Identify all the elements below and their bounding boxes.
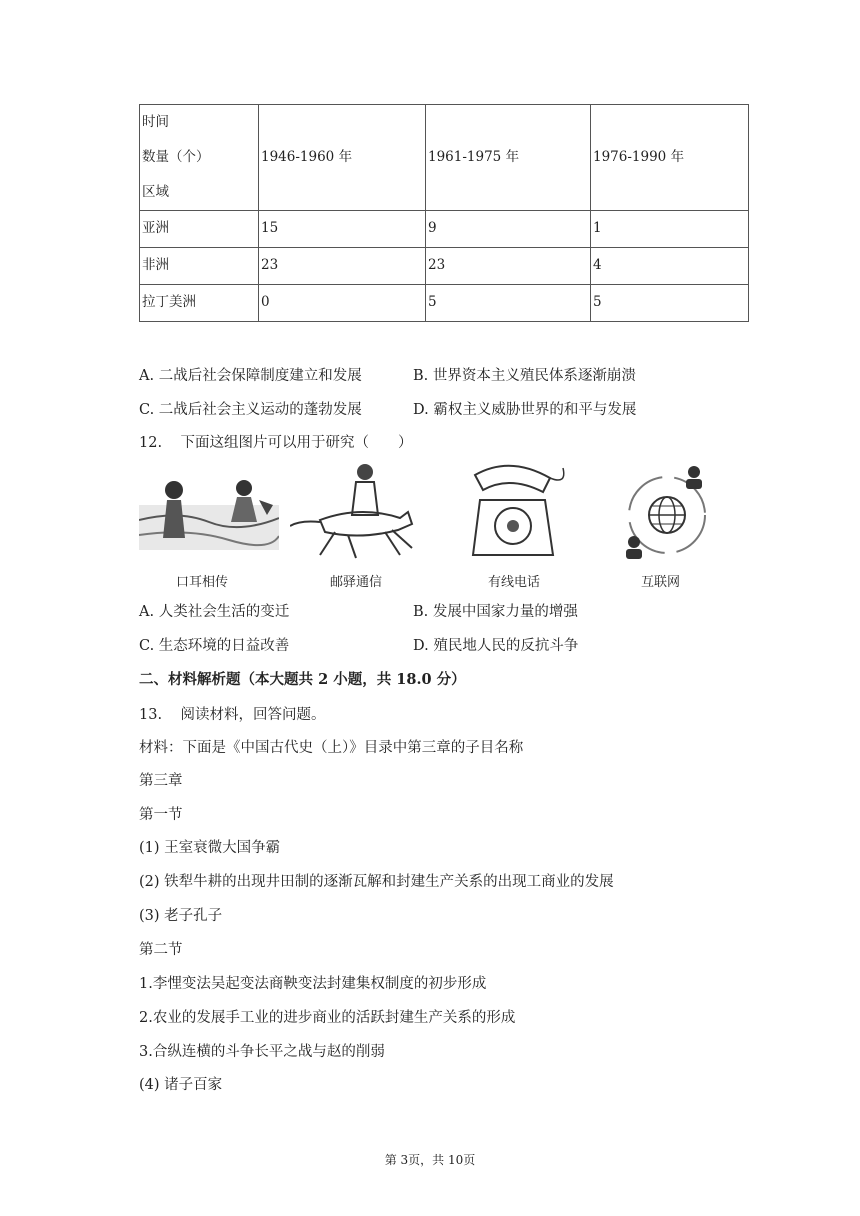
value-cell: 15: [259, 211, 426, 248]
question-number: 12.: [139, 435, 163, 451]
q13-stem: [139, 703, 326, 724]
value-cell: 23: [426, 248, 591, 285]
oral-tradition-illustration: [139, 460, 279, 565]
material-line: (4) 诸子百家: [139, 1077, 223, 1093]
material-line: (2) 铁犁牛耕的出现井田制的逐渐瓦解和封建生产关系的出现工商业的发展: [139, 874, 614, 890]
header-period: 1946-1960 年: [259, 105, 426, 211]
value-cell: 4: [591, 248, 749, 285]
page-footer: 第 3页，共 10页: [384, 1153, 476, 1167]
q11-option-d: D. 霸权主义威胁世界的和平与发展: [413, 402, 637, 418]
q12-option-b: B. 发展中国家力量的增强: [413, 604, 578, 620]
caption-oral: 口耳相传: [176, 575, 229, 590]
q11-option-c: C. 二战后社会主义运动的蓬勃发展: [139, 402, 362, 418]
q12-option-d: D. 殖民地人民的反抗斗争: [413, 638, 579, 654]
material-line: 第一节: [139, 807, 183, 823]
header-label-time: 时间: [142, 114, 169, 130]
caption-telephone: 有线电话: [488, 575, 541, 590]
question-number: 13.: [139, 707, 163, 723]
region-cell: 亚洲: [140, 211, 259, 248]
caption-postal: 邮驿通信: [330, 575, 383, 590]
statistics-table: [139, 104, 749, 322]
material-line: 第二节: [139, 942, 183, 958]
material-line: (1) 王室衰微大国争霸: [139, 840, 281, 856]
table-row: [140, 211, 749, 248]
region-cell: 拉丁美洲: [140, 285, 259, 322]
postal-horse-rider-illustration: [290, 460, 430, 565]
header-diagonal-cell: [140, 105, 259, 211]
header-period: 1976-1990 年: [591, 105, 749, 211]
table-row: [140, 248, 749, 285]
value-cell: 9: [426, 211, 591, 248]
material-line: 材料：下面是《中国古代史（上）》目录中第三章的子目名称: [139, 740, 524, 756]
material-line: 第三章: [139, 773, 183, 789]
material-line: 3.合纵连横的斗争长平之战与赵的削弱: [139, 1044, 385, 1060]
q11-option-a: A. 二战后社会保障制度建立和发展: [139, 368, 362, 384]
value-cell: 5: [426, 285, 591, 322]
table-header-row: [140, 105, 749, 211]
wired-telephone-illustration: [455, 460, 575, 565]
internet-globe-illustration: [612, 460, 722, 565]
material-line: 2.农业的发展手工业的进步商业的活跃封建生产关系的形成: [139, 1010, 516, 1026]
material-line: 1.李悝变法吴起变法商鞅变法封建集权制度的初步形成: [139, 976, 487, 992]
question-text: 下面这组图片可以用于研究（ ）: [180, 435, 413, 451]
q12-option-a: A. 人类社会生活的变迁: [139, 604, 290, 620]
caption-internet: 互联网: [641, 575, 681, 590]
q12-stem: [139, 431, 413, 452]
header-period: 1961-1975 年: [426, 105, 591, 211]
region-cell: 非洲: [140, 248, 259, 285]
q11-option-b: B. 世界资本主义殖民体系逐渐崩溃: [413, 368, 636, 384]
header-label-count: 数量（个）: [142, 149, 210, 165]
value-cell: 23: [259, 248, 426, 285]
q12-option-c: C. 生态环境的日益改善: [139, 638, 290, 654]
value-cell: 0: [259, 285, 426, 322]
value-cell: 1: [591, 211, 749, 248]
table-row: [140, 285, 749, 322]
question-text: 阅读材料，回答问题。: [180, 707, 326, 723]
header-label-region: 区域: [142, 184, 169, 200]
material-line: (3) 老子孔子: [139, 908, 223, 924]
section-heading: 二、材料解析题（本大题共 2 小题，共 18.0 分）: [139, 671, 466, 688]
value-cell: 5: [591, 285, 749, 322]
